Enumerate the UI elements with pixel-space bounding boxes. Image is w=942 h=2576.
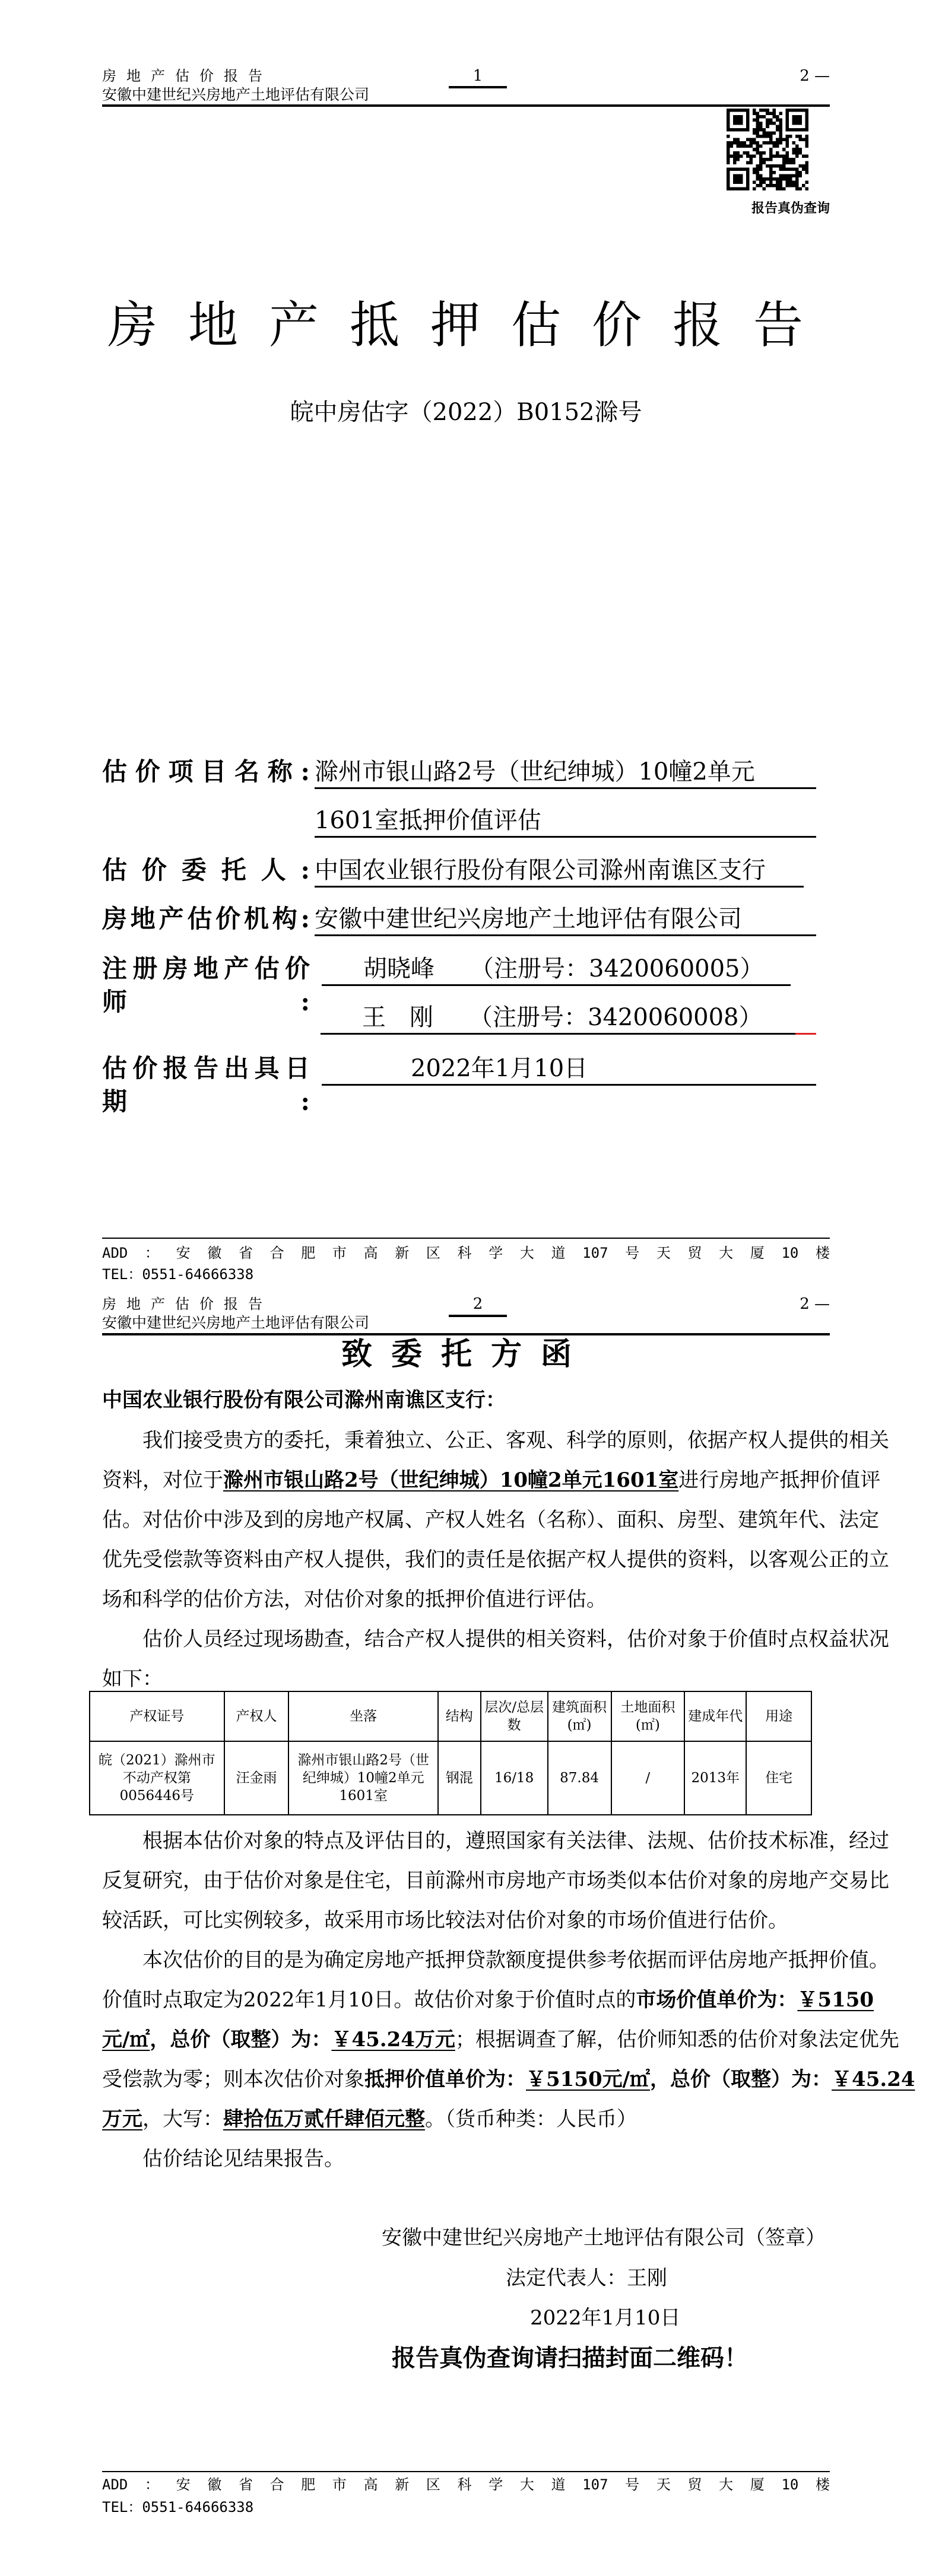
text-line <box>102 1500 879 1540</box>
text-segment: 进行房地产抵押价值评 <box>678 1468 881 1492</box>
emphasized-text: ￥45.24万元 <box>331 2028 455 2052</box>
text-segment: 较活跃，可比实例较多，故采用市场比较法对估价对象的市场价值进行估价。 <box>102 1909 788 1932</box>
text-segment: 场和科学的估价方法，对估价对象的抵押价值进行评估。 <box>102 1588 607 1611</box>
header-company: 安徽中建世纪兴房地产土地评估有限公司 <box>102 86 370 103</box>
col-land-area: 土地面积(㎡) <box>611 1691 685 1741</box>
col-cert-no: 产权证号 <box>90 1691 224 1741</box>
appraiser-2: 王 刚 （注册号：3420060008） <box>321 1002 795 1035</box>
header-report-title: 房地产估价报告 <box>102 68 272 84</box>
text-segment: 如下： <box>102 1667 163 1691</box>
cell-owner: 汪金雨 <box>224 1741 289 1815</box>
text-line <box>102 1821 889 1861</box>
signature-date: 2022年1月10日 <box>530 2306 681 2330</box>
verify-note: 报告真伪查询请扫描封面二维码！ <box>392 2344 748 2372</box>
emphasized-text: ，总价（取整）为： <box>150 2028 332 2052</box>
text-segment: 本次估价的目的是为确定房地产抵押贷款额度提供参考依据而评估房地产抵押价值。 <box>142 1948 889 1972</box>
text-line <box>102 1980 874 2020</box>
footer-divider <box>102 1238 830 1239</box>
cell-year-built: 2013年 <box>684 1741 746 1815</box>
red-underline-mark <box>795 1033 816 1035</box>
date-label: 估价报告出具日期: <box>102 1054 310 1116</box>
appraiser-label: 注册房地产估价师: <box>102 954 310 1016</box>
emphasized-text: ￥45.24 <box>832 2068 915 2091</box>
text-line <box>102 1620 889 1659</box>
cell-cert-no: 皖（2021）滁州市不动产权第0056446号 <box>90 1741 224 1815</box>
text-line <box>102 1580 830 1620</box>
text-line <box>102 2020 899 2060</box>
text-segment: 价值时点取定为2022年1月10日。故估价对象于价值时点的 <box>102 1988 636 2012</box>
page-number: 1 <box>472 67 483 85</box>
agency-label: 房地产估价机构: <box>102 904 310 933</box>
col-building-area: 建筑面积(㎡) <box>548 1691 611 1741</box>
cell-floor: 16/18 <box>481 1741 548 1815</box>
page-number: 2 <box>472 1295 483 1313</box>
emphasized-text: ￥5150元/㎡ <box>526 2068 651 2091</box>
text-line <box>102 1861 889 1901</box>
qr-code-icon[interactable] <box>727 109 808 190</box>
report-title: 房地产抵押估价报告 <box>107 296 834 354</box>
emphasized-text: 元/㎡ <box>102 2028 150 2052</box>
page-number-underline <box>449 86 507 88</box>
col-owner: 产权人 <box>224 1691 289 1741</box>
emphasized-text: 滁州市银山路2号（世纪绅城）10幢2单元1601室 <box>223 1468 679 1492</box>
footer-divider <box>102 2471 830 2472</box>
table-header-row <box>90 1691 811 1741</box>
text-line <box>102 1461 881 1500</box>
client-label: 估价委托人: <box>102 856 310 885</box>
text-line <box>102 1421 889 1461</box>
signature-company: 安徽中建世纪兴房地产土地评估有限公司（签章） <box>382 2226 826 2250</box>
emphasized-text: 抵押价值单价为： <box>364 2068 526 2091</box>
page-number-underline <box>449 1315 507 1317</box>
footer-tel: TEL：0551-64666338 <box>102 2499 254 2515</box>
emphasized-text: ，总价（取整）为： <box>650 2068 832 2091</box>
letter-body-part2 <box>102 1821 915 2179</box>
letter-title: 致委托方函 <box>341 1336 591 1372</box>
client-name: 中国农业银行股份有限公司滁州南谯区支行 <box>315 855 804 888</box>
agency-name: 安徽中建世纪兴房地产土地评估有限公司 <box>315 904 816 936</box>
text-segment: 根据本估价对象的特点及评估目的，遵照国家有关法律、法规、估价技术标准，经过 <box>142 1829 889 1853</box>
cell-building-area: 87.84 <box>548 1741 611 1815</box>
footer-address: ADD：安徽省合肥市高新区科学大道107号天贸大厦10楼 <box>102 1245 830 1261</box>
report-number: 皖中房估字（2022）B0152滁号 <box>290 399 642 426</box>
text-segment: 优先受偿款等资料由产权人提供，我们的责任是依据产权人提供的资料，以客观公正的立 <box>102 1548 889 1572</box>
col-location: 坐落 <box>288 1691 437 1741</box>
project-label: 估价项目名称: <box>102 757 310 786</box>
emphasized-text: 万元 <box>102 2107 142 2131</box>
emphasized-text: ￥5150 <box>797 1988 874 2012</box>
footer-tel: TEL：0551-64666338 <box>102 1266 254 1283</box>
total-pages: 2 — <box>800 1295 830 1313</box>
cell-land-area: / <box>611 1741 685 1815</box>
text-line <box>102 2139 830 2179</box>
cell-location: 滁州市银山路2号（世纪绅城）10幢2单元1601室 <box>288 1741 437 1815</box>
text-line <box>102 1941 889 1980</box>
text-line <box>102 2060 915 2100</box>
report-date: 2022年1月10日 <box>322 1053 816 1086</box>
legal-representative: 法定代表人：王刚 <box>506 2266 667 2290</box>
letter-body-part1 <box>102 1421 889 1699</box>
text-line <box>102 1901 830 1941</box>
header-company: 安徽中建世纪兴房地产土地评估有限公司 <box>102 1314 370 1331</box>
footer-address: ADD：安徽省合肥市高新区科学大道107号天贸大厦10楼 <box>102 2476 830 2493</box>
cell-usage: 住宅 <box>746 1741 811 1815</box>
emphasized-text: 市场价值单价为： <box>636 1988 798 2012</box>
col-year-built: 建成年代 <box>684 1691 746 1741</box>
header-report-title: 房地产估价报告 <box>102 1296 272 1312</box>
total-pages: 2 — <box>800 67 830 85</box>
emphasized-text: 肆拾伍万贰仟肆佰元整 <box>223 2107 425 2131</box>
text-segment: 估价结论见结果报告。 <box>142 2147 344 2171</box>
project-name-line1: 滁州市银山路2号（世纪绅城）10幢2单元 <box>315 756 816 789</box>
text-segment: 反复研究，由于估价对象是住宅，目前滁州市房地产市场类似本估价对象的房地产交易比 <box>102 1869 889 1893</box>
text-line <box>102 2100 830 2139</box>
text-segment: 估价人员经过现场勘查，结合产权人提供的相关资料，估价对象于价值时点权益状况 <box>142 1627 889 1651</box>
text-segment: 资料，对位于 <box>102 1468 223 1492</box>
text-line <box>102 1540 889 1580</box>
text-segment: 我们接受贵方的委托，秉着独立、公正、客观、科学的原则，依据产权人提供的相关 <box>142 1429 889 1452</box>
property-table <box>89 1691 812 1815</box>
table-row <box>90 1741 811 1815</box>
text-segment: 受偿款为零；则本次估价对象 <box>102 2068 364 2091</box>
text-segment: ，大写： <box>142 2107 223 2131</box>
header-divider <box>102 104 830 107</box>
letter-recipient: 中国农业银行股份有限公司滁州南谯区支行： <box>102 1388 506 1412</box>
text-segment: ；根据调查了解，估价师知悉的估价对象法定优先 <box>455 2028 899 2052</box>
project-name-line2: 1601室抵押价值评估 <box>315 805 816 838</box>
col-structure: 结构 <box>438 1691 481 1741</box>
text-segment: 。（货币种类：人民币） <box>425 2107 637 2131</box>
qr-caption: 报告真伪查询 <box>751 201 830 216</box>
appraiser-1: 胡晓峰 （注册号：3420060005） <box>322 953 791 986</box>
cell-structure: 钢混 <box>438 1741 481 1815</box>
col-usage: 用途 <box>746 1691 811 1741</box>
text-segment: 估。对估价中涉及到的房地产权属、产权人姓名（名称）、面积、房型、建筑年代、法定 <box>102 1508 879 1532</box>
col-floor: 层次/总层数 <box>481 1691 548 1741</box>
